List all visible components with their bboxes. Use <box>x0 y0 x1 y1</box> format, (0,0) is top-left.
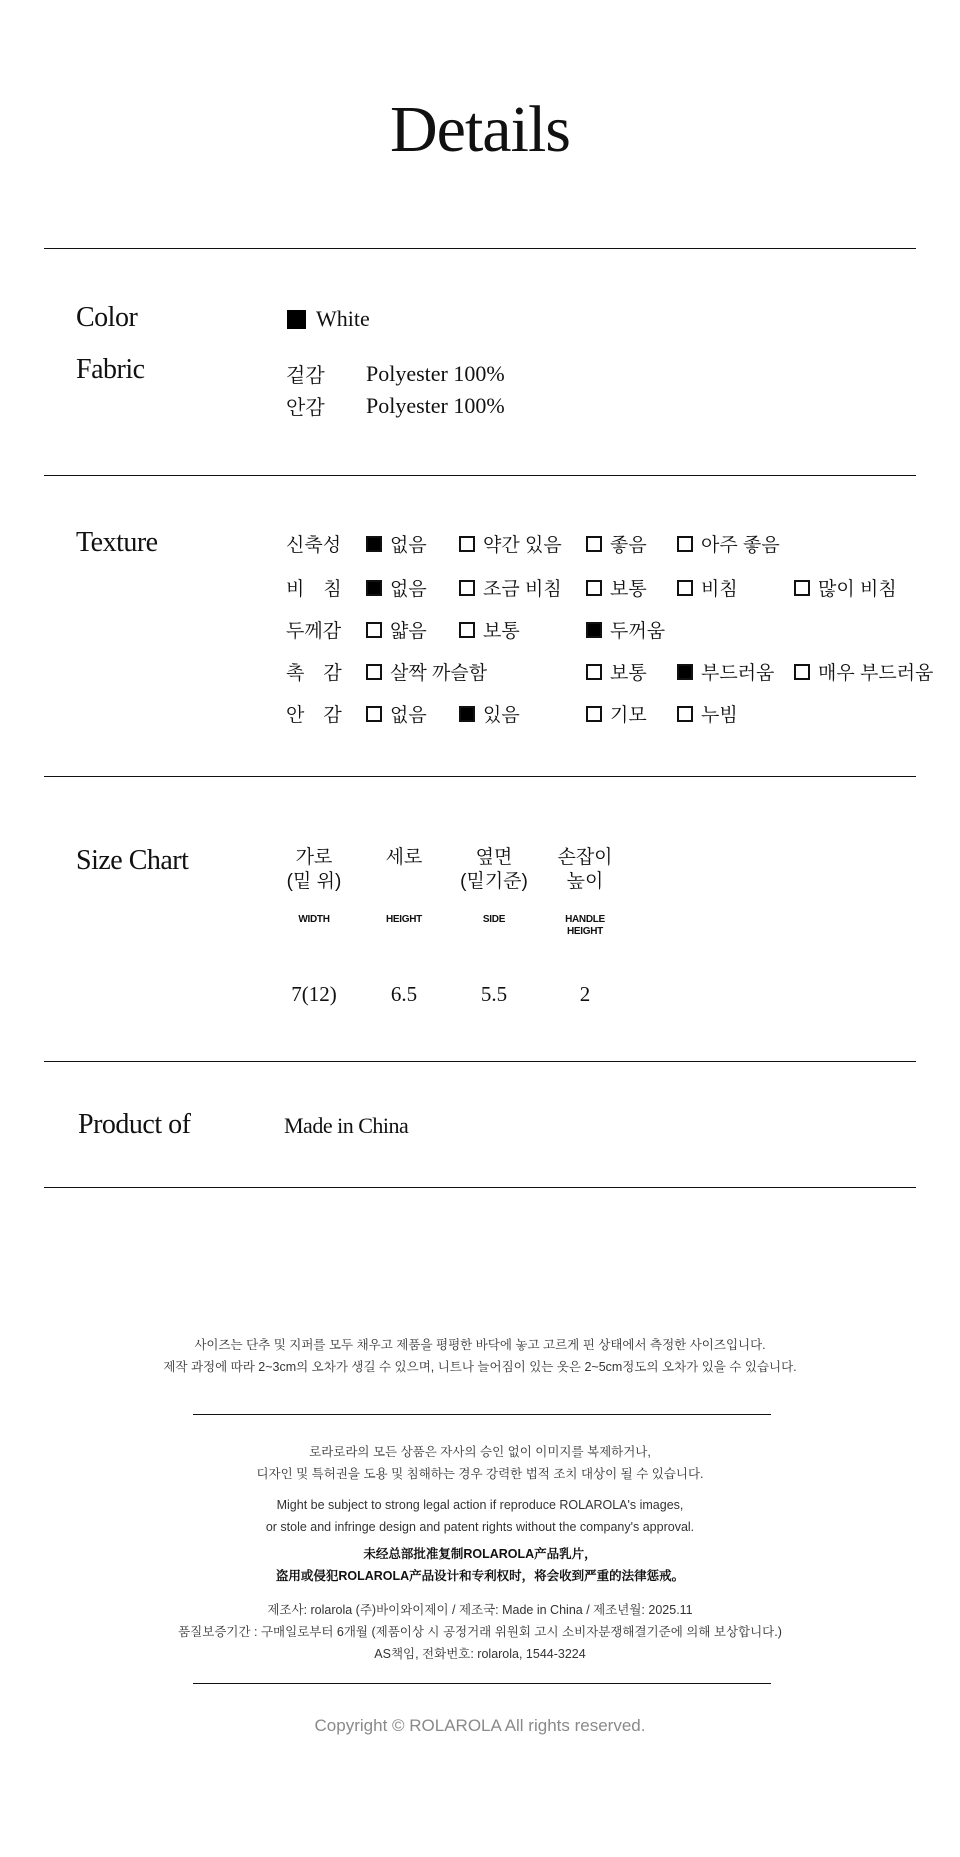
option-label: 아주 좋음 <box>701 535 780 556</box>
option-label: 누빔 <box>701 705 738 726</box>
note-line: 제작 과정에 따라 2~3cm의 오차가 생길 수 있으며, 니트나 늘어짐이 있는 옷은 2~5cm정도의 오차가 있을 수 있습니다. <box>163 1360 797 1374</box>
checkbox-unchecked <box>586 664 602 680</box>
color-label: Color <box>76 302 138 333</box>
option-label: 없음 <box>390 705 427 726</box>
option-label: 좋음 <box>610 535 647 556</box>
checkbox-checked <box>677 664 693 680</box>
fabric-key: 안감 <box>286 397 325 419</box>
option-label: 보통 <box>483 621 520 642</box>
texture-option <box>459 574 562 601</box>
size-value: 6.5 <box>390 982 418 1006</box>
size-col-header <box>537 846 633 894</box>
texture-option <box>677 574 738 601</box>
size-value: 7(12) <box>291 982 337 1006</box>
option-label: 살짝 까슬함 <box>390 663 488 684</box>
note-line: 로라로라의 모든 상품은 자사의 승인 없이 이미지를 복제하거나, <box>309 1445 651 1459</box>
size-col-ko: (밑 위) <box>286 871 342 892</box>
checkbox-unchecked <box>586 706 602 722</box>
product-of-label: Product of <box>78 1109 191 1140</box>
size-col-en-text: HEIGHT <box>386 914 422 925</box>
note-line: AS책임, 전화번호: rolarola, 1544-3224 <box>374 1647 586 1661</box>
texture-option <box>366 574 427 601</box>
checkbox-unchecked <box>366 664 382 680</box>
size-col-ko: 세로 <box>385 847 423 868</box>
page-title: Details <box>390 93 570 166</box>
size-chart-label: Size Chart <box>76 845 189 876</box>
texture-row-label: 비 침 <box>286 579 342 600</box>
checkbox-unchecked <box>586 536 602 552</box>
option-label: 보통 <box>610 579 647 600</box>
texture-label: Texture <box>76 527 158 558</box>
size-col-en-text: HANDLE <box>565 914 605 925</box>
option-label: 조금 비침 <box>483 579 562 600</box>
texture-option <box>366 658 487 685</box>
note-line: 未经总部批准复制ROLAROLA产品乳片， <box>363 1547 597 1561</box>
size-value: 5.5 <box>480 982 508 1006</box>
option-label: 비침 <box>701 579 738 600</box>
divider <box>193 1414 771 1415</box>
size-col-ko: 높이 <box>566 871 604 892</box>
texture-option <box>459 616 520 643</box>
checkbox-unchecked <box>677 580 693 596</box>
option-label: 많이 비침 <box>818 579 897 600</box>
size-note <box>0 1334 960 1378</box>
texture-option <box>366 700 427 727</box>
fabric-row-outer <box>286 359 505 388</box>
divider <box>193 1683 771 1684</box>
option-label: 얇음 <box>390 621 427 642</box>
note-line: 디자인 및 특허권을 도용 및 침해하는 경우 강력한 법적 조치 대상이 될 수 있습니다. <box>256 1467 704 1481</box>
checkbox-unchecked <box>366 622 382 638</box>
option-label: 기모 <box>610 705 647 726</box>
checkbox-unchecked <box>677 706 693 722</box>
texture-option <box>366 530 427 557</box>
note-line: Might be subject to strong legal action if reproduce ROLAROLA's images, <box>276 1498 684 1512</box>
size-col-en-text: WIDTH <box>298 914 330 925</box>
size-col-en <box>446 914 542 926</box>
note-line: 제조사: rolarola (주)바이와이제이 / 제조국: Made in China / 제조년월: 2025.11 <box>267 1603 693 1617</box>
checkbox-unchecked <box>366 706 382 722</box>
texture-option <box>586 530 647 557</box>
divider <box>44 1187 916 1188</box>
copyright-notice-en <box>0 1494 960 1538</box>
fabric-label: Fabric <box>76 354 145 385</box>
size-col-en <box>266 914 362 926</box>
fabric-value: Polyester 100% <box>366 392 505 418</box>
size-value: 2 <box>579 982 591 1006</box>
note-line: or stole and infringe design and patent rights without the company's approval. <box>265 1520 695 1534</box>
size-col-ko: (밑기준) <box>460 871 528 892</box>
note-line: 품질보증기간 : 구매일로부터 6개월 (제품이상 시 공정거래 위원회 고시 소비자분쟁해결기준에 의해 보상합니다.) <box>178 1625 782 1639</box>
texture-option <box>586 616 665 643</box>
size-col-en <box>356 914 452 926</box>
size-col-en-text: HEIGHT <box>567 926 603 937</box>
product-of-value: Made in China <box>284 1113 409 1138</box>
checkbox-checked <box>586 622 602 638</box>
texture-option <box>366 616 427 643</box>
size-col-en <box>537 914 633 938</box>
copyright-notice-ko <box>0 1441 960 1485</box>
size-col-ko: 가로 <box>295 847 333 868</box>
size-col-en-text: SIDE <box>482 914 506 925</box>
option-label: 없음 <box>390 579 427 600</box>
size-col-header <box>446 846 542 894</box>
divider <box>44 475 916 476</box>
checkbox-unchecked <box>459 536 475 552</box>
texture-row-label: 촉 감 <box>286 663 342 684</box>
divider <box>44 776 916 777</box>
texture-option <box>677 700 738 727</box>
divider <box>44 1061 916 1062</box>
texture-option <box>586 574 647 601</box>
texture-option <box>586 658 647 685</box>
fabric-key: 겉감 <box>286 365 325 387</box>
color-value: White <box>316 306 370 331</box>
option-label: 보통 <box>610 663 647 684</box>
color-swatch <box>287 310 306 329</box>
checkbox-checked <box>459 706 475 722</box>
texture-option <box>586 700 647 727</box>
note-line: 盗用或侵犯ROLAROLA产品设计和专利权时，将会收到严重的法律惩戒。 <box>275 1569 685 1583</box>
checkbox-unchecked <box>677 536 693 552</box>
fabric-row-lining <box>286 391 505 420</box>
option-label: 있음 <box>483 705 520 726</box>
size-col-header <box>266 846 362 894</box>
texture-option <box>459 530 562 557</box>
copyright-notice-zh <box>0 1543 960 1587</box>
texture-option <box>677 530 780 557</box>
manufacturer-info <box>0 1599 960 1665</box>
divider <box>44 248 916 249</box>
option-label: 두꺼움 <box>610 621 666 642</box>
copyright-text: Copyright © ROLAROLA All rights reserved. <box>314 1716 646 1735</box>
option-label: 매우 부드러움 <box>818 663 934 684</box>
option-label: 없음 <box>390 535 427 556</box>
checkbox-unchecked <box>459 622 475 638</box>
texture-option <box>794 658 933 685</box>
size-col-ko: 손잡이 <box>557 847 613 868</box>
size-col-header <box>356 846 452 870</box>
texture-row-label: 안 감 <box>286 705 342 726</box>
texture-option <box>794 574 897 601</box>
checkbox-unchecked <box>794 664 810 680</box>
checkbox-checked <box>366 536 382 552</box>
texture-row-label: 신축성 <box>286 535 342 556</box>
texture-option <box>459 700 520 727</box>
checkbox-checked <box>366 580 382 596</box>
checkbox-unchecked <box>459 580 475 596</box>
note-line: 사이즈는 단추 및 지퍼를 모두 채우고 제품을 평평한 바닥에 놓고 고르게 핀 상태에서 측정한 사이즈입니다. <box>194 1338 766 1352</box>
checkbox-unchecked <box>586 580 602 596</box>
fabric-value: Polyester 100% <box>366 360 505 386</box>
texture-row-label: 두께감 <box>286 621 342 642</box>
option-label: 약간 있음 <box>483 535 562 556</box>
texture-option <box>677 658 774 685</box>
checkbox-unchecked <box>794 580 810 596</box>
size-col-ko: 옆면 <box>475 847 513 868</box>
option-label: 부드러움 <box>701 663 775 684</box>
